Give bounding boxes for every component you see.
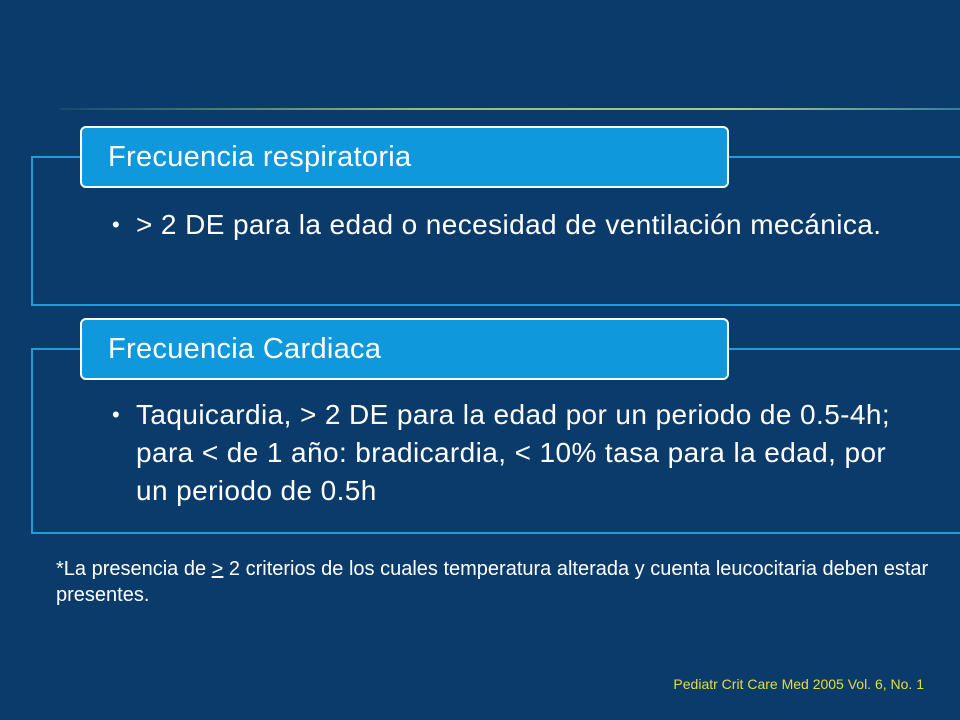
- decorative-top-line: [60, 108, 960, 110]
- respiratory-rate-heading: Frecuencia respiratoria: [80, 126, 729, 188]
- note-suffix: 2 criterios de los cuales temperatura alterada y cuenta leucocitaria deben estar presentes.: [56, 558, 929, 606]
- heart-rate-text: Taquicardia, > 2 DE para la edad por un periodo de 0.5-4h; para < de 1 año: bradicardia, < 10% tasa para la edad, por un periodo de 0.5h: [136, 399, 891, 506]
- respiratory-rate-text: > 2 DE para la edad o necesidad de ventilación mecánica.: [136, 209, 882, 240]
- bullet-icon: •: [112, 212, 121, 237]
- respiratory-rate-bullet: [112, 206, 900, 244]
- heart-rate-bullet: [112, 396, 900, 510]
- heart-rate-heading: Frecuencia Cardiaca: [80, 318, 729, 380]
- citation: Pediatr Crit Care Med 2005 Vol. 6, No. 1: [673, 676, 924, 692]
- note-symbol: >: [211, 558, 224, 580]
- note-prefix: *La presencia de: [56, 558, 212, 580]
- criteria-note: [56, 556, 936, 608]
- bullet-icon: •: [112, 402, 121, 427]
